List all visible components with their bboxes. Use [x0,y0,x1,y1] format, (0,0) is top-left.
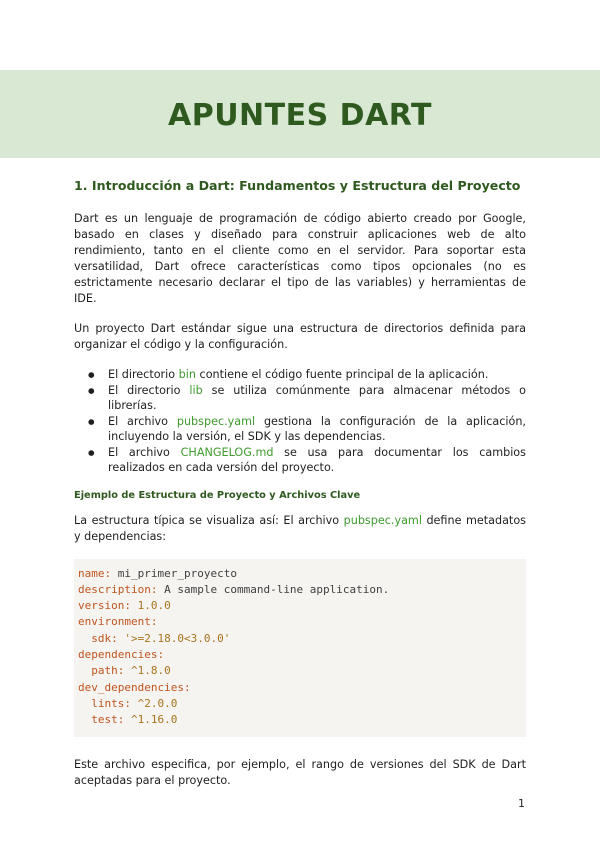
example-paragraph: La estructura típica se visualiza así: El archivo pubspec.yaml define metadatos y dependencias: [74,513,526,543]
list-item: ● El archivo pubspec.yaml gestiona la configuración de la aplicación, incluyendo la versión, el SDK y las dependencias. [108,414,526,445]
inline-code: bin [178,368,196,381]
code-value: ^1.16.0 [124,713,178,727]
code-key: dependencies [78,647,158,661]
inline-code: pubspec.yaml [176,414,256,428]
page-number: 1 [518,797,525,810]
subsection-heading: Ejemplo de Estructura de Proyecto y Archivos Clave [74,489,361,501]
section-heading: 1. Introducción a Dart: Fundamentos y Estructura del Proyecto [74,178,521,193]
code-key: dev_dependencies [78,680,184,694]
page-title: APUNTES DART [167,98,433,133]
code-key: environment [78,615,151,629]
code-line: test: ^1.16.0 [91,713,178,727]
code-line: description: A sample command-line application. [78,582,390,596]
closing-paragraph: Este archivo especifica, por ejemplo, el rango de versiones del SDK de Dart aceptadas para el proyecto. [74,758,526,788]
code-key: name [78,566,105,580]
intro-paragraph: Dart es un lenguaje de programación de código abierto creado por Google, basado en clases y diseñado para construir aplicaciones web de alto rendimiento, tanto en el cliente como en el servidor. Para soportar esta versatilidad, Dart ofrece características como tipos opcionales (no es estrictamente necesario declarar el tipo de las variables) y herramientas de IDE. [74,212,526,305]
code-key: description [78,582,151,596]
code-line: name: mi_primer_proyecto [78,566,237,580]
code-key: test [91,713,118,727]
inline-code: lib [189,383,203,397]
code-line: version: 1.0.0 [78,599,171,613]
code-key: version [78,599,125,613]
code-line: dev_dependencies: [78,680,191,694]
code-value: 1.0.0 [130,599,171,613]
code-line: lints: ^2.0.0 [91,696,178,710]
code-value: ^2.0.0 [131,696,178,710]
code-key: path [91,664,118,678]
code-key: lints [91,696,125,710]
code-value: A sample command-line application. [157,582,390,596]
inline-code: pubspec.yaml [343,513,422,527]
document-body [74,178,526,803]
list-item: ● El directorio bin contiene el código fuente principal de la aplicación. [108,367,526,383]
code-value: ^1.8.0 [124,664,171,678]
structure-list [74,367,526,476]
code-block [74,559,526,738]
code-line: sdk: '>=2.18.0<3.0.0' [91,631,231,645]
list-item: ● El directorio lib se utiliza comúnmente para almacenar métodos o librerías. [108,383,526,414]
code-line: environment: [78,615,158,629]
code-value: '>=2.18.0<3.0.0' [117,631,231,645]
code-value: mi_primer_proyecto [111,566,237,580]
inline-code: CHANGELOG.md [180,445,274,459]
code-line: dependencies: [78,647,165,661]
code-key: sdk [91,631,112,645]
structure-paragraph: Un proyecto Dart estándar sigue una estructura de directorios definida para organizar el código y la configuración. [74,322,526,351]
list-item: ● El archivo CHANGELOG.md se usa para documentar los cambios realizados en cada versión del proyecto. [108,445,526,476]
code-line: path: ^1.8.0 [91,664,171,678]
